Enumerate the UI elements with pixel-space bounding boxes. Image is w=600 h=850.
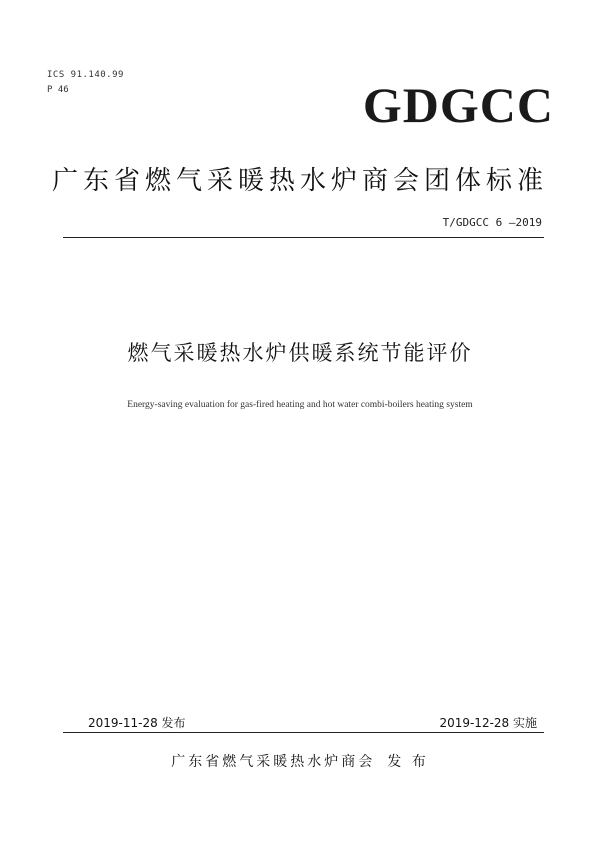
issue-date: 2019-11-28 发布 (88, 716, 186, 730)
implementation-date: 2019-12-28 实施 (439, 716, 537, 730)
top-divider (63, 237, 544, 238)
bottom-divider (63, 732, 544, 733)
publisher-name: 广东省燃气采暖热水炉商会 (171, 754, 376, 770)
organization-title: 广东省燃气采暖热水炉商会团体标准 (51, 166, 548, 196)
standard-number: T/GDGCC 6 —2019 (442, 216, 542, 229)
ccs-code: P 46 (47, 85, 69, 95)
publisher-line (0, 751, 600, 771)
standard-logo: GDGCC (362, 77, 554, 133)
document-title-english: Energy-saving evaluation for gas-fired heating and hot water combi-boilers heating system (127, 400, 473, 410)
ics-code: ICS 91.140.99 (47, 70, 124, 80)
document-title: 燃气采暖热水炉供暖系统节能评价 (127, 341, 473, 365)
publish-action: 发 布 (387, 754, 429, 770)
